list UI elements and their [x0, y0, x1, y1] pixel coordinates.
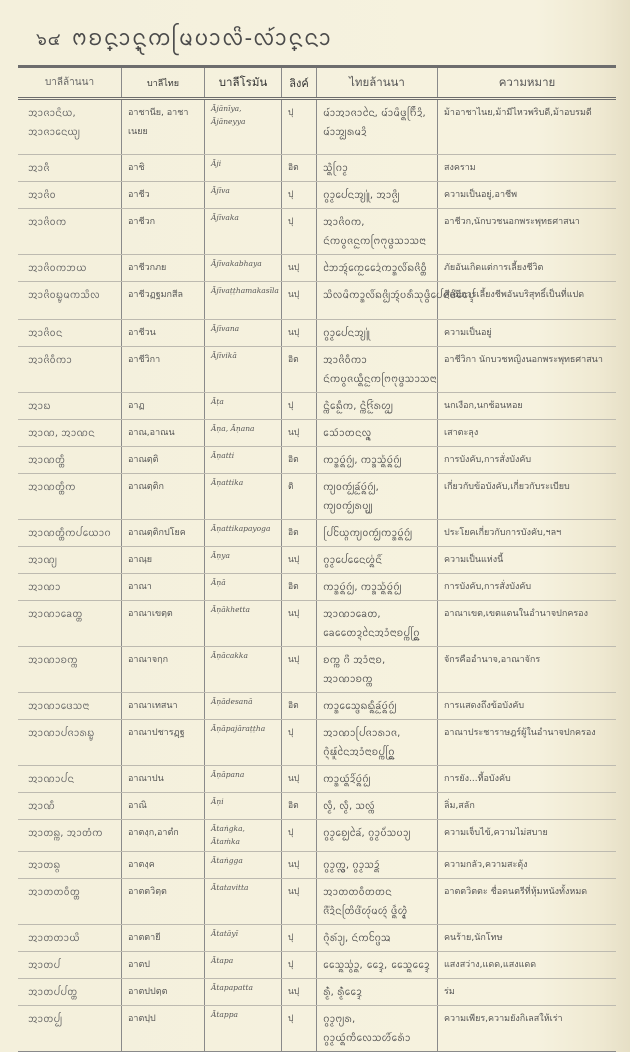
cell-pali-thai: อาณาเขตฺต: [122, 601, 205, 647]
table-row: [18, 182, 616, 209]
cell-pali-lanna: ᩋᩣᨱᨲ᩠ᨲᩥᨠ: [18, 474, 122, 520]
cell-pali-thai: อาณาเทสนา: [122, 693, 205, 720]
cell-pali-roman: Ājīvikā: [205, 347, 282, 393]
cell-thai-lanna: ᨣ᩠ᩅᩣ᩠ᨾᨸᩮᨶᩋ᩠ᨿᩪ᩵: [317, 320, 438, 347]
cell-pali-thai: อาณตฺติกปโยค: [122, 520, 205, 547]
table-row: [18, 852, 616, 879]
dictionary-table: [18, 65, 616, 1052]
cell-thai-lanna: ᨣ᩠ᩅᩣ᩠ᨾᨧᩮ᩠ᨷᨡᩱ᩶, ᨣ᩠ᩅᩣ᩠ᨾᨷᩴ᩵ᩈᨷᩣ᩠ᨿ: [317, 820, 438, 852]
cell-pali-lanna: ᩋᩣᨱᩣᨸᨶ: [18, 766, 122, 793]
cell-pali-roman: Ātaṅgka, Ātaṁka: [205, 820, 282, 852]
cell-gender: ปุ: [282, 820, 317, 852]
cell-pali-lanna: ᩋᩣᨲᨸᨸᨲ᩠ᨲ: [18, 979, 122, 1006]
cell-pali-lanna: ᩋᩣᨱᩣᨡᩮᨲ᩠ᨲ: [18, 601, 122, 647]
table-body: [18, 99, 616, 1052]
cell-meaning: เกี่ยวกับข้อบังคับ,เกี่ยวกับระเบียบ: [438, 474, 617, 520]
cell-pali-roman: Ātapapatta: [205, 979, 282, 1006]
cell-pali-roman: Ājānīya, Ājāneyya: [205, 99, 282, 155]
cell-thai-lanna: ᩋᩣᨩᩦᩅᨠ, ᨶᩢᨠᨷ᩠ᩅᨩᨶᩬᨠᨻᩕᨻᩩᨴ᩠ᨵᩈᩣᩈᨶᩣ: [317, 209, 438, 255]
table-row: [18, 720, 616, 766]
table-row: [18, 320, 616, 347]
table-row: [18, 820, 616, 852]
cell-gender: อิต: [282, 793, 317, 820]
cell-gender: ปุ: [282, 182, 317, 209]
cell-pali-thai: อาชีวกภย: [122, 255, 205, 282]
cell-gender: นปุ: [282, 282, 317, 320]
cell-pali-thai: อาตงฺก,อาตํก: [122, 820, 205, 852]
table-row: [18, 925, 616, 952]
table-row: [18, 1006, 616, 1052]
cell-pali-lanna: ᩋᩣᨩᩦᩅ: [18, 182, 122, 209]
cell-pali-roman: Ātatāyī: [205, 925, 282, 952]
cell-pali-roman: Ātaṅgga: [205, 852, 282, 879]
cell-pali-thai: อาตปปตฺต: [122, 979, 205, 1006]
cell-gender: อิต: [282, 347, 317, 393]
cell-meaning: นกเงือก,นกช้อนหอย: [438, 393, 617, 420]
cell-gender: ติ: [282, 474, 317, 520]
cell-pali-thai: อาณา: [122, 574, 205, 601]
header-pali-thai: บาลีไทย: [122, 67, 205, 99]
cell-pali-lanna: ᩋᩣᨱᨲ᩠ᨲᩥᨠᨸᨿᩮᩣᨣ: [18, 520, 122, 547]
cell-pali-thai: อาณตฺติก: [122, 474, 205, 520]
dictionary-table-container: [18, 65, 616, 1052]
header-pali-roman: บาลีโรมัน: [205, 67, 282, 99]
cell-pali-lanna: ᩋᩣᨩᩥ: [18, 155, 122, 182]
cell-meaning: อาตตวิตตะ ชื่อดนตรีที่หุ้มหนังทั้งหมด: [438, 879, 617, 925]
cell-gender: นปุ: [282, 601, 317, 647]
cell-thai-lanna: ᩈᩮᩢᩣᨲᨶᩃᩩ᩠ᨦ: [317, 420, 438, 447]
cell-meaning: การยัง...ที้อบังคับ: [438, 766, 617, 793]
table-row: [18, 520, 616, 547]
cell-thai-lanna: ᨣ᩠ᩅᩣ᩠ᨾᨸᩮᨶᩯᩉ᩠᩵ᨦᨶᩦ᩶: [317, 547, 438, 574]
cell-pali-roman: Ājīva: [205, 182, 282, 209]
cell-pali-thai: อาฏ: [122, 393, 205, 420]
cell-meaning: อาณาเขต,เขตแดนในอำนาจปกครอง: [438, 601, 617, 647]
cell-pali-lanna: ᩋᩣᨱᩣᨴᩮᩈᨶᩣ: [18, 693, 122, 720]
cell-meaning: สงคราม: [438, 155, 617, 182]
cell-pali-lanna: ᩋᩣᨲᨸ᩠ᨸ: [18, 1006, 122, 1052]
table-row: [18, 447, 616, 474]
cell-pali-lanna: ᩋᩣᨩᩦᩅᨭ᩠ᨮᨾᨠᩈᩦᩃ: [18, 282, 122, 320]
cell-meaning: การบังคับ,การสั่งบังคับ: [438, 574, 617, 601]
cell-thai-lanna: ᩈᩫ᩠ᨦᨣᩕᩣ᩠ᨾ: [317, 155, 438, 182]
cell-thai-lanna: ᨶᩫ᩠ᨠᨦᩮᩬᩥᨠ, ᨶᩫ᩠ᨠᨪᩬ᩶ᩁᩉᩬ᩠ᨿ: [317, 393, 438, 420]
cell-meaning: แสงสว่าง,แดด,แสงแดด: [438, 952, 617, 979]
cell-thai-lanna: ᨣ᩠ᩅᩣ᩠ᨾᨸᩮᨶᩋ᩠ᨿᩪ᩵, ᩋᩣᨩᩦ᩠ᨷ: [317, 182, 438, 209]
cell-gender: อิต: [282, 447, 317, 474]
cell-thai-lanna: ᨠᩣ᩠ᩁᨿᩢ᩠ᨦᨯᩦ᩶ᨷᩢ᩠ᨦᨣᩢ᩠ᨷ: [317, 766, 438, 793]
cell-pali-lanna: ᩋᩣᨲᨦ᩠ᨣ: [18, 852, 122, 879]
cell-gender: นปุ: [282, 979, 317, 1006]
cell-meaning: การบังคับ,การสั่งบังคับ: [438, 447, 617, 474]
cell-meaning: คนร้าย,นักโทษ: [438, 925, 617, 952]
cell-pali-thai: อาณิ: [122, 793, 205, 820]
table-row: [18, 793, 616, 820]
table-row: [18, 282, 616, 320]
table-row: [18, 879, 616, 925]
cell-meaning: ความเป็นอยู่: [438, 320, 617, 347]
cell-thai-lanna: ᩋᩣᨩᩦᩅᩥᨠᩣ ᨶᩢᨠᨷ᩠ᩅᨩᨿᩥ᩠ᨦᨶᩬᨠᨻᩕᨻᩩᨴ᩠ᨵᩈᩣᩈᨶᩣ: [317, 347, 438, 393]
table-row: [18, 547, 616, 574]
cell-gender: ปุ: [282, 209, 317, 255]
cell-gender: ปุ: [282, 393, 317, 420]
cell-meaning: ภัยอันเกิดแต่การเลี้ยงชีวิต: [438, 255, 617, 282]
cell-pali-thai: อาชีวฏฐมกสีล: [122, 282, 205, 320]
cell-pali-thai: อาตงฺค: [122, 852, 205, 879]
cell-pali-thai: อาณาปชารฏฺฐ: [122, 720, 205, 766]
cell-gender: นปุ: [282, 879, 317, 925]
cell-pali-roman: Āṇādesanā: [205, 693, 282, 720]
cell-thai-lanna: ᨸᩕᨿᩰ᩠ᨣᨠ᩠ᨿᩅᨠᩢ᩠ᨷᨠᩣ᩠ᩁᨷᩢ᩠ᨦᨣᩢ᩠ᨷ: [317, 520, 438, 547]
cell-pali-lanna: ᩋᩣᨩᩦᩅᨠ: [18, 209, 122, 255]
cell-pali-thai: อาณ,อาณน: [122, 420, 205, 447]
cell-thai-lanna: ᨠᩣ᩠ᩁᨷᩢ᩠ᨦᨣᩢ᩠ᨷ, ᨠᩣ᩠ᩁᩈᩢ᩠᩵ᨦᨷᩢ᩠ᨦᨣᩢ᩠ᨷ: [317, 574, 438, 601]
cell-pali-roman: Ātatavitta: [205, 879, 282, 925]
cell-pali-roman: Āṇi: [205, 793, 282, 820]
cell-pali-lanna: ᩋᩣᨲᨲᩅᩥᨲ᩠ᨲ: [18, 879, 122, 925]
cell-pali-thai: อาตตวิตฺต: [122, 879, 205, 925]
cell-meaning: ร่ม: [438, 979, 617, 1006]
cell-gender: ปุ: [282, 1006, 317, 1052]
cell-pali-lanna: ᩋᩣᨱᨲ᩠ᨲᩥ: [18, 447, 122, 474]
cell-thai-lanna: ᩈᩦᩃᨾᩦᨠᩣ᩠ᩁᩃᩦ᩶ᨦᨩᩦ᩠ᨷᩋᩢ᩠ᨶᨷᩁᩥᩈᩩᨴ᩠ᨵᩥᨸᩮᨶᨴᩦ᩵ᩯᨸ᩠ᨯ: [317, 282, 438, 320]
cell-gender: นปุ: [282, 766, 317, 793]
table-row: [18, 420, 616, 447]
cell-meaning: ความเป็นอยู่,อาชีพ: [438, 182, 617, 209]
cell-pali-lanna: ᩋᩣᨲᨸ: [18, 952, 122, 979]
cell-meaning: ความเพียร,ความยังกิเลสให้เร่า: [438, 1006, 617, 1052]
table-row: [18, 99, 616, 155]
cell-gender: นปุ: [282, 255, 317, 282]
page-title: ᨻᨧ᩠ᨶᩣ᩠ᨶᩩᨠᩕᨾᨷᩣᩃᩦ-ᩃ᩶ᩣ᩠ᨶᨶᩣ: [71, 26, 333, 51]
page-number: ๖๔: [36, 30, 62, 50]
cell-pali-thai: อาชิ: [122, 155, 205, 182]
cell-pali-roman: Āṇākhetta: [205, 601, 282, 647]
table-row: [18, 155, 616, 182]
table-row: [18, 209, 616, 255]
cell-pali-lanna: ᩋᩣᨱᩣ: [18, 574, 122, 601]
cell-pali-lanna: ᩋᩣᨩᩦᩅᨠᨽᨿ: [18, 255, 122, 282]
cell-pali-thai: อาตตายี: [122, 925, 205, 952]
cell-thai-lanna: ᨣ᩠ᩅᩣ᩠ᨾᨠᩖ᩠ᩅ, ᨣ᩠ᩅᩣ᩠ᨾᩈᨯᩢ᩠ᨦ: [317, 852, 438, 879]
cell-meaning: ม้าอาชาไนย,ม้ามีไหวพริบดี,ม้าอบรมดี: [438, 99, 617, 155]
cell-pali-thai: อาณฺย: [122, 547, 205, 574]
cell-meaning: ความเจ็บไข้,ความไม่สบาย: [438, 820, 617, 852]
cell-gender: ปุ: [282, 952, 317, 979]
cell-pali-thai: อาชีว: [122, 182, 205, 209]
cell-pali-roman: Ājīvakabhaya: [205, 255, 282, 282]
table-row: [18, 347, 616, 393]
cell-pali-roman: Āṇya: [205, 547, 282, 574]
cell-gender: นปุ: [282, 852, 317, 879]
cell-pali-roman: Āṇācakka: [205, 647, 282, 693]
cell-thai-lanna: ᨾ᩶ᩣᩋᩣᨩᩣᨶᩱ, ᨾ᩶ᩣᨾᩦᨴ᩠ᨦᨤᩕᩥᨯᩦ, ᨾ᩶ᩣᩋ᩠ᨷᩁᨾᨯᩦ: [317, 99, 438, 155]
cell-pali-thai: อาตป: [122, 952, 205, 979]
cell-thai-lanna: ᩯᩈ᩠ᨦᩈ᩠ᩅ᩵ᩣ᩠ᨦ, ᩯᨯ᩠ᨯ, ᩯᩈ᩠ᨦᩯᨯ᩠ᨯ: [317, 952, 438, 979]
table-row: [18, 601, 616, 647]
cell-pali-lanna: ᩋᩣᨩᩣᨶᩦᨿ, ᩋᩣᨩᩣᨶᩮᨿ᩠ᨿ: [18, 99, 122, 155]
cell-pali-roman: Āṇā: [205, 574, 282, 601]
cell-gender: นปุ: [282, 420, 317, 447]
cell-pali-roman: Ātapa: [205, 952, 282, 979]
cell-pali-roman: Āṇattika: [205, 474, 282, 520]
cell-pali-thai: อาณาจกฺก: [122, 647, 205, 693]
cell-pali-lanna: ᩋᩣᨱᩣᨸᨩᩣᩁᨭ᩠ᨮ: [18, 720, 122, 766]
cell-gender: อิต: [282, 155, 317, 182]
header-gender: ลิงค์: [282, 67, 317, 99]
cell-meaning: ศีลมีการเลี้ยงชีพอันบริสุทธิ์เป็นที่แปด: [438, 282, 617, 320]
cell-pali-lanna: ᩋᩣᨲᨲᩣᨿᩦ: [18, 925, 122, 952]
table-row: [18, 647, 616, 693]
page-header: [36, 22, 332, 57]
cell-pali-roman: Ājīvaṭṭhamakasīla: [205, 282, 282, 320]
table-row: [18, 474, 616, 520]
cell-meaning: อาชีวก,นักบวชนอกพระพุทธศาสนา: [438, 209, 617, 255]
cell-pali-lanna: ᩋᩣᨱᩣᨧᨠ᩠ᨠ: [18, 647, 122, 693]
cell-pali-roman: Ātappa: [205, 1006, 282, 1052]
cell-pali-lanna: ᩋᩣᨱ᩠ᨿ: [18, 547, 122, 574]
cell-thai-lanna: ᨧᨠ᩠ᨠ ᨣᩨ ᩋᩣᩴᨶᩣᨧ, ᩋᩣᨱᩣᨧᨠ᩠ᨠ: [317, 647, 438, 693]
cell-pali-roman: Āṭa: [205, 393, 282, 420]
cell-meaning: การแสดงถึงข้อบังคับ: [438, 693, 617, 720]
cell-gender: นปุ: [282, 647, 317, 693]
cell-thai-lanna: ᨠᩣ᩠ᩁᨷᩢ᩠ᨦᨣᩢ᩠ᨷ, ᨠᩣ᩠ᩁᩈᩢ᩠᩵ᨦᨷᩢ᩠ᨦᨣᩢ᩠ᨷ: [317, 447, 438, 474]
cell-gender: นปุ: [282, 547, 317, 574]
table-row: [18, 574, 616, 601]
cell-pali-roman: Āṇattikapayoga: [205, 520, 282, 547]
cell-pali-thai: อาชีวน: [122, 320, 205, 347]
cell-meaning: ลิ่ม,สลัก: [438, 793, 617, 820]
cell-pali-thai: อาณตฺติ: [122, 447, 205, 474]
cell-pali-roman: Āṇāpajāraṭṭha: [205, 720, 282, 766]
cell-pali-roman: Āṇāpana: [205, 766, 282, 793]
cell-thai-lanna: ᨠ᩠ᨿᩅᨠᩢ᩠ᨷᨡᩬ᩶ᨷᩢ᩠ᨦᨣᩢ᩠ᨷ, ᨠ᩠ᨿᩅᨠᩢ᩠ᨷᩁᨷ᩠ᨿ᩠ᨷ: [317, 474, 438, 520]
table-row: [18, 952, 616, 979]
cell-meaning: อาชีวิกา นักบวชหญิงนอกพระพุทธศาสนา: [438, 347, 617, 393]
cell-meaning: เสาตะลุง: [438, 420, 617, 447]
cell-meaning: ความกลัว,ความสะดุ้ง: [438, 852, 617, 879]
cell-gender: นปุ: [282, 320, 317, 347]
cell-pali-thai: อาชีวก: [122, 209, 205, 255]
cell-thai-lanna: ᩋᩣᨱᩣᨡᩮᨲ, ᨡᩮᨲᩯᨯ᩠ᨶᨶᩱᩋᩣᩴᨶᩣᨧᨸ᩠ᨠᨣᩕᩬ᩠ᨦ: [317, 601, 438, 647]
cell-gender: อิต: [282, 693, 317, 720]
cell-gender: ปุ: [282, 99, 317, 155]
cell-pali-thai: อาณาปน: [122, 766, 205, 793]
cell-gender: อิต: [282, 574, 317, 601]
cell-pali-lanna: ᩋᩣᨲᨦ᩠ᨠ, ᩋᩣᨲᩴᨠ: [18, 820, 122, 852]
table-row: [18, 979, 616, 1006]
cell-pali-lanna: ᩋᩣᨩᩦᩅᨶ: [18, 320, 122, 347]
cell-pali-lanna: ᩋᩣᨱ, ᩋᩣᨱᨶ: [18, 420, 122, 447]
cell-thai-lanna: ᨣ᩠ᩅᩣ᩠ᨾᨻ᩠ᨿᩁ, ᨣ᩠ᩅᩣ᩠ᨾᨿᩢ᩠ᨦᨠᩥᩃᩮᩈᩉᩨ᩶ᩮᩁᩢ᩵ᩣ: [317, 1006, 438, 1052]
cell-thai-lanna: ᨠᩣ᩠ᩁᩯᩈ᩠ᨴᨦᨳᩧ᩠ᨦᨡᩬ᩶ᨷᩢ᩠ᨦᨣᩢ᩠ᨷ: [317, 693, 438, 720]
cell-thai-lanna: ᩋᩣᨲᨲᩅᩥᨲᨲᨶ ᨩᩨ᩵ᨯᩫᨶᨲᩕᩦᨴᩦ᩵ᩉᩩ᩶ᨾᩉᩢ᩠ᨶ ᨴᩢ᩠᩶ᨦᩉ᩠ᨾᩫ᩠ᨯ: [317, 879, 438, 925]
cell-pali-lanna: ᩋᩣᨭ: [18, 393, 122, 420]
cell-gender: ปุ: [282, 925, 317, 952]
cell-meaning: ประโยคเกี่ยวกับการบังคับ,ฯลฯ: [438, 520, 617, 547]
header-thai-lanna: ไทยล้านนา: [317, 67, 438, 99]
cell-thai-lanna: ᩁ᩵ᩫ᩠ᨾ, ᩁ᩵ᩫ᩠ᨾᩯᨯ᩠ᨯ: [317, 979, 438, 1006]
cell-thai-lanna: ᨽᩱᩋᩢ᩠ᨶᨠᩮᩬᨯᩯ᩵ᨠᩣ᩠ᩁᩃᩦ᩶ᨦᨩᩦᩅᩥ᩠ᨲ: [317, 255, 438, 282]
cell-meaning: ความเป็นแห่งนี้: [438, 547, 617, 574]
cell-thai-lanna: ᨣᩫ᩠ᨶᩁ᩶ᩣ᩠ᨿ, ᨶᩢᨠᨣᩰ᩠ᨴᩇ: [317, 925, 438, 952]
table-row: [18, 693, 616, 720]
table-header-row: [18, 67, 616, 99]
header-meaning: ความหมาย: [438, 67, 617, 99]
table-row: [18, 393, 616, 420]
cell-gender: ปุ: [282, 720, 317, 766]
cell-pali-roman: Ājīvana: [205, 320, 282, 347]
cell-thai-lanna: ᩃᩥ᩠ᨾ, ᩃᩥ᩠ᨾ, ᩈᩃᩢ᩠ᨠ: [317, 793, 438, 820]
cell-pali-lanna: ᩋᩣᨱᩥ: [18, 793, 122, 820]
cell-thai-lanna: ᩋᩣᨱᩣᨸᩕᨩᩣᩁᩣᨩ, ᨣᩫ᩠ᨶᨹᩪ᩶ᨶᩱᩋᩣᩴᨶᩣᨧᨸ᩠ᨠᨣᩕᩬ᩠ᨦ: [317, 720, 438, 766]
table-row: [18, 255, 616, 282]
cell-pali-lanna: ᩋᩣᨩᩦᩅᩥᨠᩣ: [18, 347, 122, 393]
cell-pali-roman: Āṇa, Āṇana: [205, 420, 282, 447]
cell-pali-thai: อาชานีย, อาชาเนยย: [122, 99, 205, 155]
cell-pali-roman: Āji: [205, 155, 282, 182]
cell-pali-roman: Ājīvaka: [205, 209, 282, 255]
cell-gender: อิต: [282, 520, 317, 547]
cell-pali-roman: Āṇatti: [205, 447, 282, 474]
cell-meaning: จักรคืออำนาจ,อาณาจักร: [438, 647, 617, 693]
header-pali-lanna: บาลีล้านนา: [44, 77, 95, 88]
cell-pali-thai: อาชีวิกา: [122, 347, 205, 393]
table-row: [18, 766, 616, 793]
cell-pali-thai: อาตปฺป: [122, 1006, 205, 1052]
cell-meaning: อาณาประชาราษฎร์ผู้ในอำนาจปกครอง: [438, 720, 617, 766]
